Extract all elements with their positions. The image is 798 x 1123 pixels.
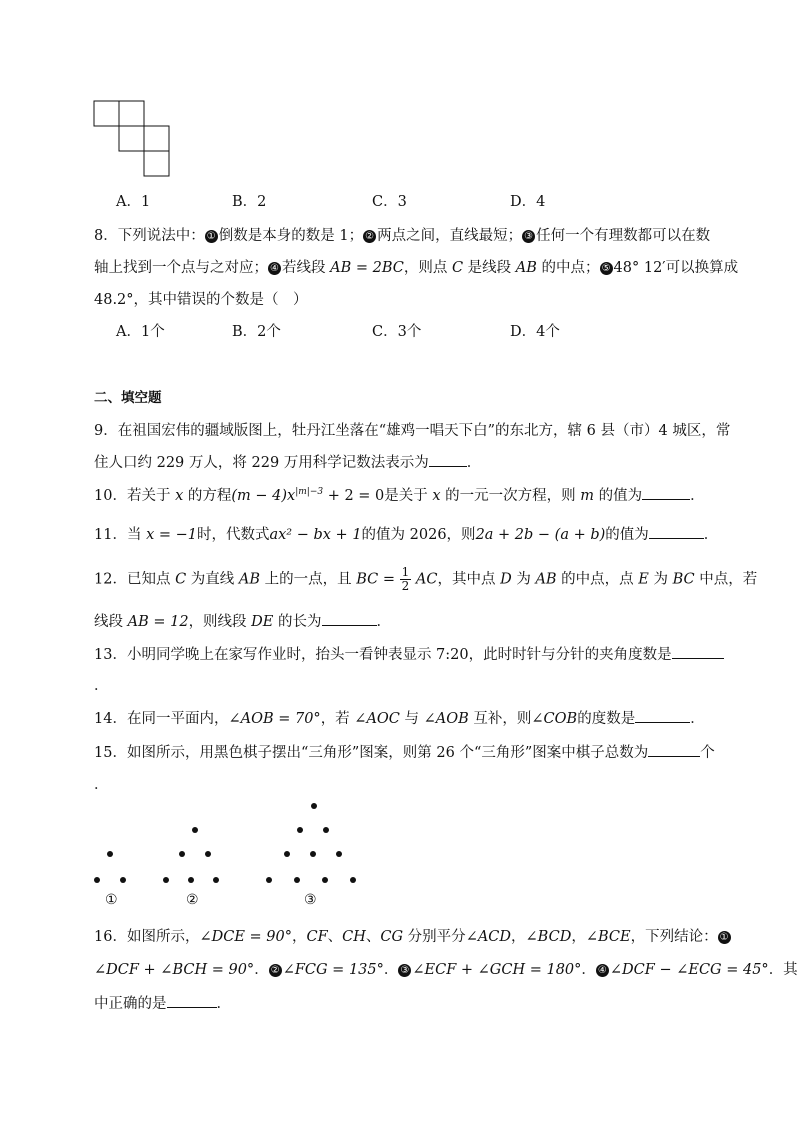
dot (284, 851, 290, 857)
q8-option-c: C．3个 (372, 324, 422, 340)
figure-label-1: ① (105, 892, 118, 908)
figure-label-3: ③ (304, 892, 317, 908)
dot (323, 827, 329, 833)
dot (336, 851, 342, 857)
q8-line-3: 48.2°，其中错误的个数是（ ） (94, 292, 308, 308)
dot (192, 827, 198, 833)
q8-option-b: B．2个 (232, 324, 281, 340)
q14-line: 14．在同一平面内，∠AOB = 70°，若 ∠AOC 与 ∠AOB 互补，则∠COB的度数是 ． (94, 711, 705, 727)
dot (294, 877, 300, 883)
q16-line-2: ∠DCF + ∠BCH = 90°． ② ∠FCG = 135°． ③ ∠ECF + ∠GCH = 180°． ④ ∠DCF − ∠ECG = 45°．其 (94, 962, 798, 978)
q9-line-2: 住人口约 229 万人，将 229 万用科学记数法表示为 ． (94, 455, 482, 471)
q13-line-2: ． (94, 678, 109, 694)
q9-line-1: 9．在祖国宏伟的疆域版图上，牡丹江坐落在“雄鸡一唱天下白”的东北方，辖 6 县（市）4 城区，常 (94, 423, 731, 439)
q7-option-c: C．3 (372, 194, 407, 210)
q7-option-a: A．1 (116, 194, 151, 210)
dot (310, 851, 316, 857)
figure-label-2: ② (186, 892, 199, 908)
q15-line-2: ． (94, 777, 109, 793)
dot (266, 877, 272, 883)
q7-option-b: B．2 (232, 194, 267, 210)
q10-line: 10．若关于 x 的方程$(m - 4)x^{|m|-3} + 2 = 0$是关于 x 的一元一次方程，则 m 的值为 ． (94, 487, 705, 504)
q8-line-2: 轴上找到一个点与之对应； ④ 若线段 AB = 2BC，则点 C 是线段 AB 的中点； ⑤ 48° 12′可以换算成 (94, 260, 739, 276)
q15-line-1: 15．如图所示，用黑色棋子摆出“三角形”图案，则第 26 个“三角形”图案中棋子总数为 个 (94, 745, 715, 761)
dot (120, 877, 126, 883)
dot (213, 877, 219, 883)
q12-line-1: 12．已知点 C 为直线 AB 上的一点，且 BC = $\frac{1}{2}$ AC，其中点 D 为 AB 的中点，点 E 为 BC 中点，若 (94, 565, 758, 593)
q7-option-d: D．4 (510, 194, 546, 210)
q12-line-2: 线段 AB = 12，则线段 DE 的长为 ． (94, 614, 391, 630)
q12-fraction: $\frac{1}{2}$ (401, 565, 410, 593)
q8-line-1: 8．下列说法中： ① 倒数是本身的数是 1； ② 两点之间，直线最短； ③ 任何一个有理数都可以在数 (94, 228, 711, 244)
dot (350, 877, 356, 883)
q13-line-1: 13．小明同学晚上在家写作业时，抬头一看钟表显示 7:20，此时时针与分针的夹角度数是 (94, 643, 724, 664)
q8-option-a: A．1个 (116, 324, 165, 340)
q8-option-d: D．4个 (510, 324, 560, 340)
dot (94, 877, 100, 883)
dot (297, 827, 303, 833)
q7-squares-figure (93, 100, 173, 178)
dot (322, 877, 328, 883)
dot (205, 851, 211, 857)
dot (311, 803, 317, 809)
section-title: 二、填空题 (94, 390, 162, 406)
dot (107, 851, 113, 857)
dot (179, 851, 185, 857)
q11-line: 11．当 x = −1时，代数式ax² − bx + 1的值为 2026，则2a + 2b − (a + b)的值为 ． (94, 527, 719, 543)
q16-line-3: 中正确的是 ． (94, 996, 231, 1012)
q16-line-1: 16．如图所示，∠DCE = 90°，CF、CH、CG 分别平分∠ACD，∠BCD，∠BCE，下列结论： ① (94, 925, 732, 946)
dot (163, 877, 169, 883)
dot (188, 877, 194, 883)
